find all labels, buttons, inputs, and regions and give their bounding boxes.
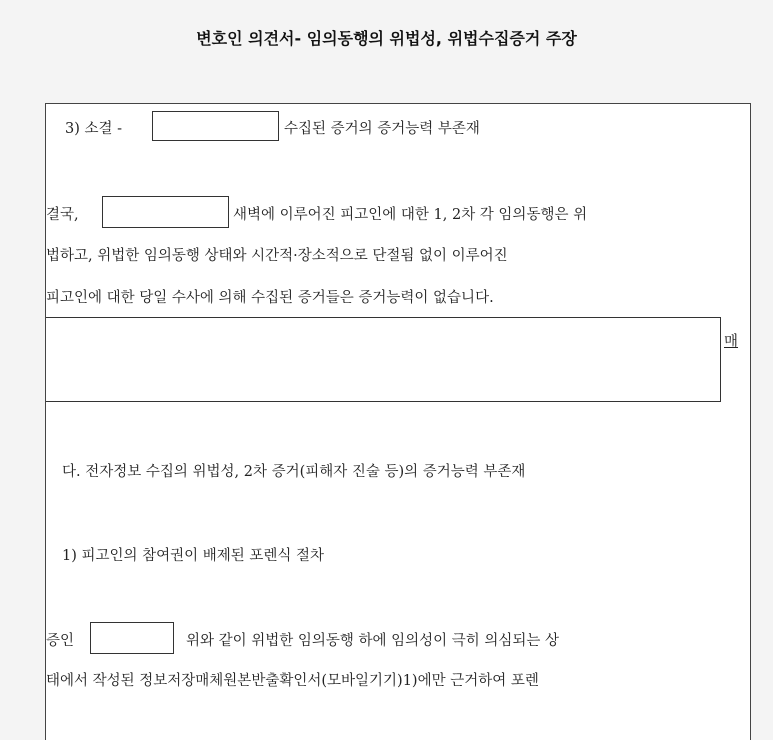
document-excerpt [45, 103, 751, 740]
paragraph-1-line-1-end: 새벽에 이루어진 피고인에 대한 1, 2차 각 임의동행은 위 [233, 207, 588, 223]
redaction-box [90, 622, 174, 654]
page-title: 변호인 의견서- 임의동행의 위법성, 위법수집증거 주장 [196, 29, 577, 48]
paragraph-1-line-2: 법하고, 위법한 임의동행 상태와 시간적·장소적으로 단절됨 없이 이루어진 [46, 248, 508, 264]
paragraph-2-line-1-start: 증인 [46, 633, 75, 649]
redaction-box-large [45, 317, 721, 402]
paragraph-1-line-3: 피고인에 대한 당일 수사에 의해 수집된 증거들은 증거능력이 없습니다. [46, 290, 494, 306]
paragraph-2-line-2: 태에서 작성된 정보저장매체원본반출확인서(모바일기기)1)에만 근거하여 포렌 [46, 673, 539, 689]
redaction-box [102, 196, 229, 228]
paragraph-fragment: 매 [724, 334, 739, 350]
section-3-title: 수집된 증거의 증거능력 부존재 [284, 121, 480, 137]
section-3-label: 3) 소결 - [65, 121, 123, 137]
redaction-box [152, 111, 279, 141]
subsection-1-heading: 1) 피고인의 참여권이 배제된 포렌식 절차 [62, 548, 325, 564]
section-da-heading: 다. 전자정보 수집의 위법성, 2차 증거(피해자 진술 등)의 증거능력 부존재 [62, 464, 526, 480]
paragraph-1-line-1-start: 결국, [46, 207, 79, 223]
paragraph-2-line-1-end: 위와 같이 위법한 임의동행 하에 임의성이 극히 의심되는 상 [186, 633, 560, 649]
